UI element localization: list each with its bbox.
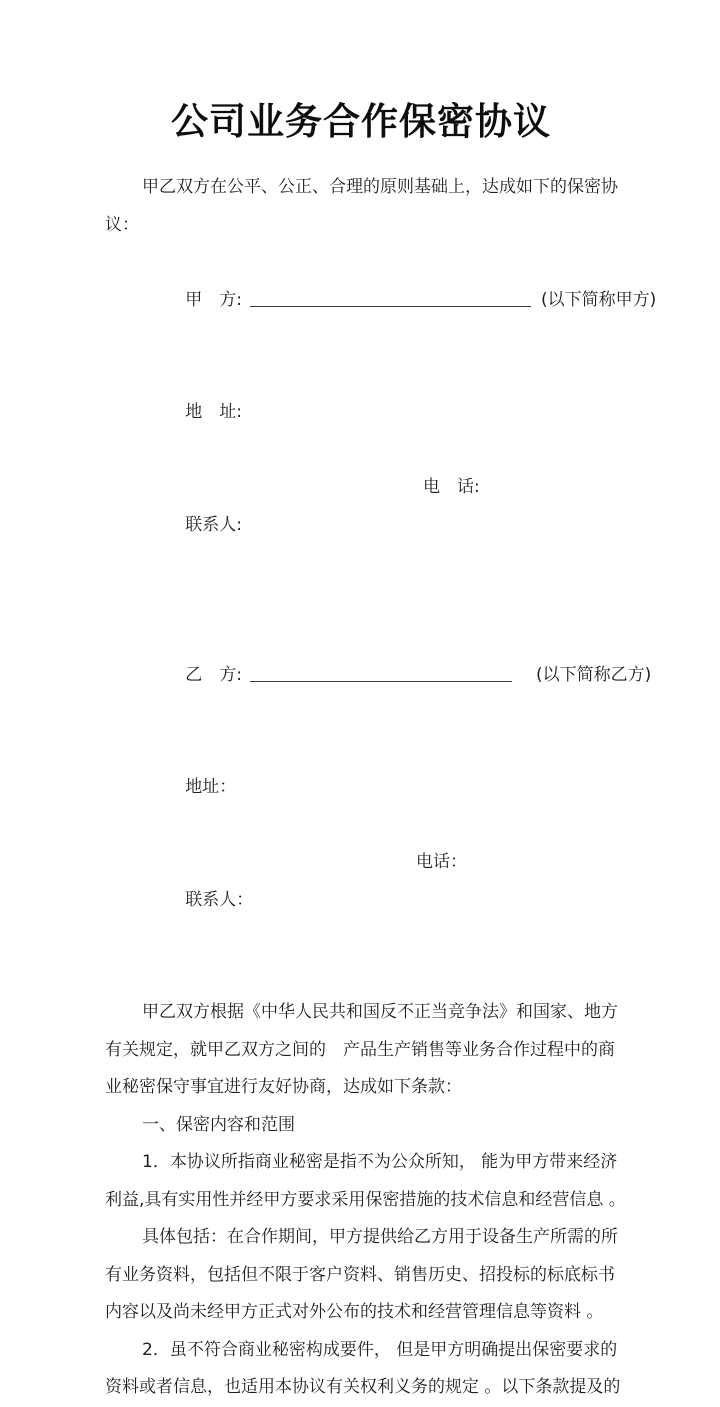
phone-b-label: 电话： xyxy=(416,852,467,872)
party-b-note: (以下简称乙方) xyxy=(535,664,652,685)
clause-1-detail-line-3: 内容以及尚未经甲方正式对外公布的技术和经营管理信息等资料 。 xyxy=(105,1302,604,1322)
clause-1-line-1: 1．本协议所指商业秘密是指不为公众所知， 能为甲方带来经济 xyxy=(142,1152,618,1172)
party-a-row xyxy=(105,244,657,357)
document-title: 公司业务合作保密协议 xyxy=(171,100,551,143)
basis-line-3: 业秘密保守事宜进行友好协商，达成如下条款： xyxy=(105,1077,462,1097)
contact-b-label: 联系人： xyxy=(185,889,254,910)
clause-1-line-2: 利益,具有实用性并经甲方要求采用保密措施的技术信息和经营信息 。 xyxy=(105,1189,626,1210)
clause-2-line-2: 资料或者信息，也适用本协议有关权利义务的规定 。以下条款提及的 xyxy=(105,1377,621,1397)
basis-line-2: 有关规定，就甲乙双方之间的 产品生产销售等业务合作过程中的商 xyxy=(105,1039,615,1060)
party-a-blank-line xyxy=(250,289,531,307)
basis-line-1: 甲乙双方根据《中华人民共和国反不正当竞争法》和国家、地方 xyxy=(142,1002,618,1022)
contact-b-row xyxy=(105,844,617,994)
contact-a-label: 联系人: xyxy=(185,514,242,535)
section-1-heading: 一、保密内容和范围 xyxy=(142,1114,295,1135)
phone-a-label: 电 话: xyxy=(423,477,480,497)
party-b-blank-line xyxy=(250,664,512,682)
clause-2-line-1: 2．虽不符合商业秘密构成要件， 但是甲方明确提出保密要求的 xyxy=(142,1339,618,1360)
clause-1-detail-line-1: 具体包括：在合作期间，甲方提供给乙方用于设备生产所需的所 xyxy=(142,1227,618,1247)
party-a-label: 甲 方: xyxy=(185,289,242,310)
party-a-note: (以下简称甲方) xyxy=(540,289,657,310)
intro-line-2: 议： xyxy=(105,214,139,235)
intro-line-1: 甲乙双方在公平、公正、合理的原则基础上，达成如下的保密协 xyxy=(142,177,618,197)
address-b-label: 地址： xyxy=(185,777,237,797)
address-a-label: 地 址: xyxy=(185,402,242,422)
address-a-row xyxy=(105,357,617,470)
party-b-row xyxy=(105,619,652,732)
clause-1-detail-line-2: 有业务资料，包括但不限于客户资料、销售历史、招投标的标底标书 xyxy=(105,1264,615,1285)
address-b-row xyxy=(105,732,617,845)
contact-a-row xyxy=(105,469,617,619)
party-b-label: 乙 方: xyxy=(185,664,242,685)
document-body xyxy=(105,169,657,1407)
